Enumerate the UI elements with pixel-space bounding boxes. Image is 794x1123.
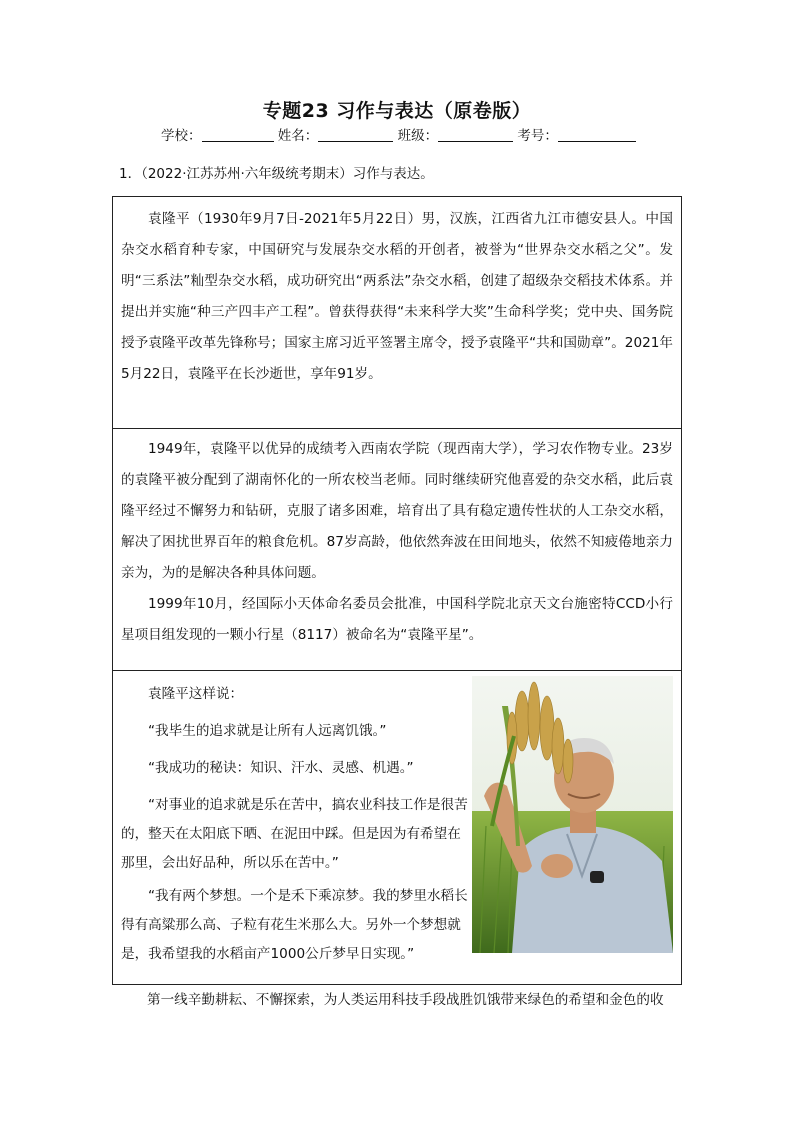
school-blank — [202, 128, 274, 142]
number-blank — [558, 128, 636, 142]
school-label: 学校： — [161, 128, 202, 144]
name-blank — [318, 128, 393, 142]
rice-field-photo — [472, 676, 673, 953]
biography-paragraph: 袁隆平（1930年9月7日-2021年5月22日）男，汉族，江西省九江市德安县人。中国杂交水稻育种专家，中国研究与发展杂交水稻的开创者，被誉为“世界杂交水稻之父”。发明“三系法”籼型杂交水稻，成功研究出“两系法”杂交水稻，创建了超级杂交稻技术体系。并提出并实施“种三产四丰产工程”。曾获得获得“未来科学大奖”生命科学奖；党中央、国务院授予袁隆平改革先锋称号；国家主席习近平签署主席令，授予袁隆平“共和国勋章”。2021年5月22日，袁隆平在长沙逝世，享年91岁。 — [121, 211, 673, 382]
material-box-1 — [112, 196, 682, 429]
quote-2: “我成功的秘诀：知识、汗水、灵感、机遇。” — [148, 760, 414, 776]
class-label: 班级： — [397, 128, 439, 144]
quote-3: “对事业的追求就是乐在苦中，搞农业科技工作是很苦的，整天在太阳底下晒、在泥田中踩。但是因为有希望在那里，会出好品种，所以乐在苦中。” — [121, 797, 468, 871]
material-box-2 — [112, 428, 682, 671]
asteroid-paragraph: 1999年10月，经国际小天体命名委员会批准，中国科学院北京天文台施密特CCD小行星项目组发现的一颗小行星（8117）被命名为“袁隆平星”。 — [121, 596, 673, 643]
quote-4: “我有两个梦想。一个是禾下乘凉梦。我的梦里水稻长得有高粱那么高、子粒有花生米那么大。另外一个梦想就是，我希望我的水稻亩产1000公斤梦早日实现。” — [121, 888, 468, 962]
closing-paragraph: 第一线辛勤耕耘、不懈探索，为人类运用科技手段战胜饥饿带来绿色的希望和金色的收 — [147, 992, 664, 1008]
student-info-line — [161, 124, 636, 144]
class-blank — [438, 128, 513, 142]
page-title: 专题23 习作与表达（原卷版） — [262, 100, 532, 122]
quote-1: “我毕生的追求就是让所有人远离饥饿。” — [148, 723, 387, 739]
career-paragraph: 1949年，袁隆平以优异的成绩考入西南农学院（现西南大学），学习农作物专业。23岁的袁隆平被分配到了湖南怀化的一所农校当老师。同时继续研究他喜爱的杂交水稻，此后袁隆平经过不懈努力和钻研，克服了诸多困难，培育出了具有稳定遗传性状的人工杂交水稻，解决了困扰世界百年的粮食危机。87岁高龄，他依然奔波在田间地头，依然不知疲倦地亲力亲为，为的是解决各种具体问题。 — [121, 441, 673, 581]
photo-illustration — [472, 676, 673, 953]
quotes-intro: 袁隆平这样说： — [148, 686, 244, 702]
name-label: 姓名： — [277, 128, 319, 144]
question-heading: 1．（2022·江苏苏州·六年级统考期末）习作与表达。 — [119, 166, 434, 182]
quotes-column — [121, 676, 473, 969]
number-label: 考号： — [517, 128, 558, 144]
